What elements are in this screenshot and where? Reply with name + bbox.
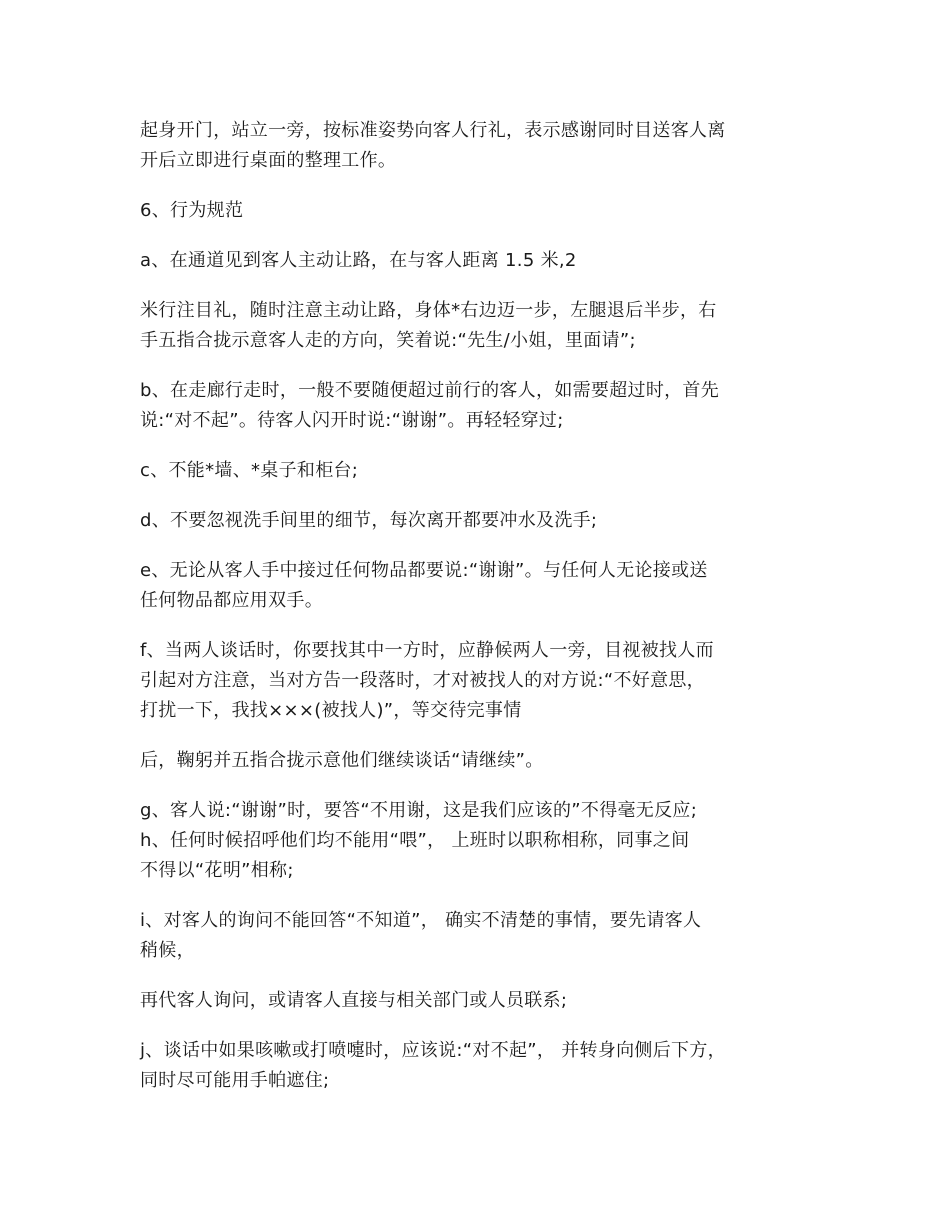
text-line: 后，鞠躬并五指合拢示意他们继续谈话“请继续”。 (140, 750, 544, 771)
paragraph-item-j (140, 1036, 840, 1096)
text-line: 开后立即进行桌面的整理工作。 (140, 150, 397, 171)
text-line: 同时尽可能用手帕遮住; (140, 1070, 330, 1091)
text-line: i、对客人的询问不能回答“不知道”， 确实不清楚的事情，要先请客人 (140, 910, 702, 931)
text-line: f、当两人谈话时，你要找其中一方时，应静候两人一旁，目视被找人而 (140, 640, 714, 661)
text-line: 稍候， (140, 940, 195, 961)
text-line: g、客人说:“谢谢”时，要答“不用谢，这是我们应该的”不得毫无反应; (140, 800, 698, 821)
paragraph-item-a (140, 246, 840, 276)
text-line: c、不能*墙、*桌子和柜台; (140, 460, 359, 481)
text-line: 不得以“花明”相称; (140, 860, 294, 881)
text-line: 再代客人询问，或请客人直接与相关部门或人员联系; (140, 990, 568, 1011)
text-line: a、在通道见到客人主动让路，在与客人距离 1.5 米,2 (140, 250, 577, 271)
paragraph-item-b (140, 376, 840, 436)
paragraph-item-e (140, 556, 840, 616)
paragraph-item-i (140, 906, 840, 966)
paragraph-item-g-h (140, 796, 840, 886)
text-line: 打扰一下，我找×××(被找人)”，等交待完事情 (140, 700, 522, 721)
text-line: d、不要忽视洗手间里的细节，每次离开都要冲水及洗手; (140, 510, 598, 531)
text-line: 起身开门，站立一旁，按标准姿势向客人行礼，表示感谢同时目送客人离 (140, 120, 726, 141)
paragraph-item-a-cont (140, 296, 840, 356)
paragraph-item-i-cont (140, 986, 840, 1016)
text-line: 任何物品都应用双手。 (140, 590, 323, 611)
text-line: 说:“对不起”。待客人闪开时说:“谢谢”。再轻轻穿过; (140, 410, 564, 431)
paragraph-item-f-cont (140, 746, 840, 776)
text-line: j、谈话中如果咳嗽或打喷嚏时，应该说:“对不起”， 并转身向侧后下方， (140, 1040, 726, 1061)
paragraph-send-off (140, 116, 840, 176)
text-line: b、在走廊行走时，一般不要随便超过前行的客人，如需要超过时，首先 (140, 380, 720, 401)
text-line: 6、行为规范 (140, 200, 244, 221)
text-line: 手五指合拢示意客人走的方向，笑着说:“先生/小姐，里面请”; (140, 330, 636, 351)
paragraph-item-f (140, 636, 840, 726)
paragraph-item-c (140, 456, 840, 486)
text-line: h、任何时候招呼他们均不能用“喂”， 上班时以职称相称，同事之间 (140, 830, 690, 851)
text-line: e、无论从客人手中接过任何物品都要说:“谢谢”。与任何人无论接或送 (140, 560, 708, 581)
text-line: 引起对方注意，当对方告一段落时，才对被找人的对方说:“不好意思， (140, 670, 705, 691)
paragraph-item-d (140, 506, 840, 536)
text-line: 米行注目礼，随时注意主动让路，身体*右边迈一步，左腿退后半步，右 (140, 300, 717, 321)
section-heading (140, 196, 840, 226)
